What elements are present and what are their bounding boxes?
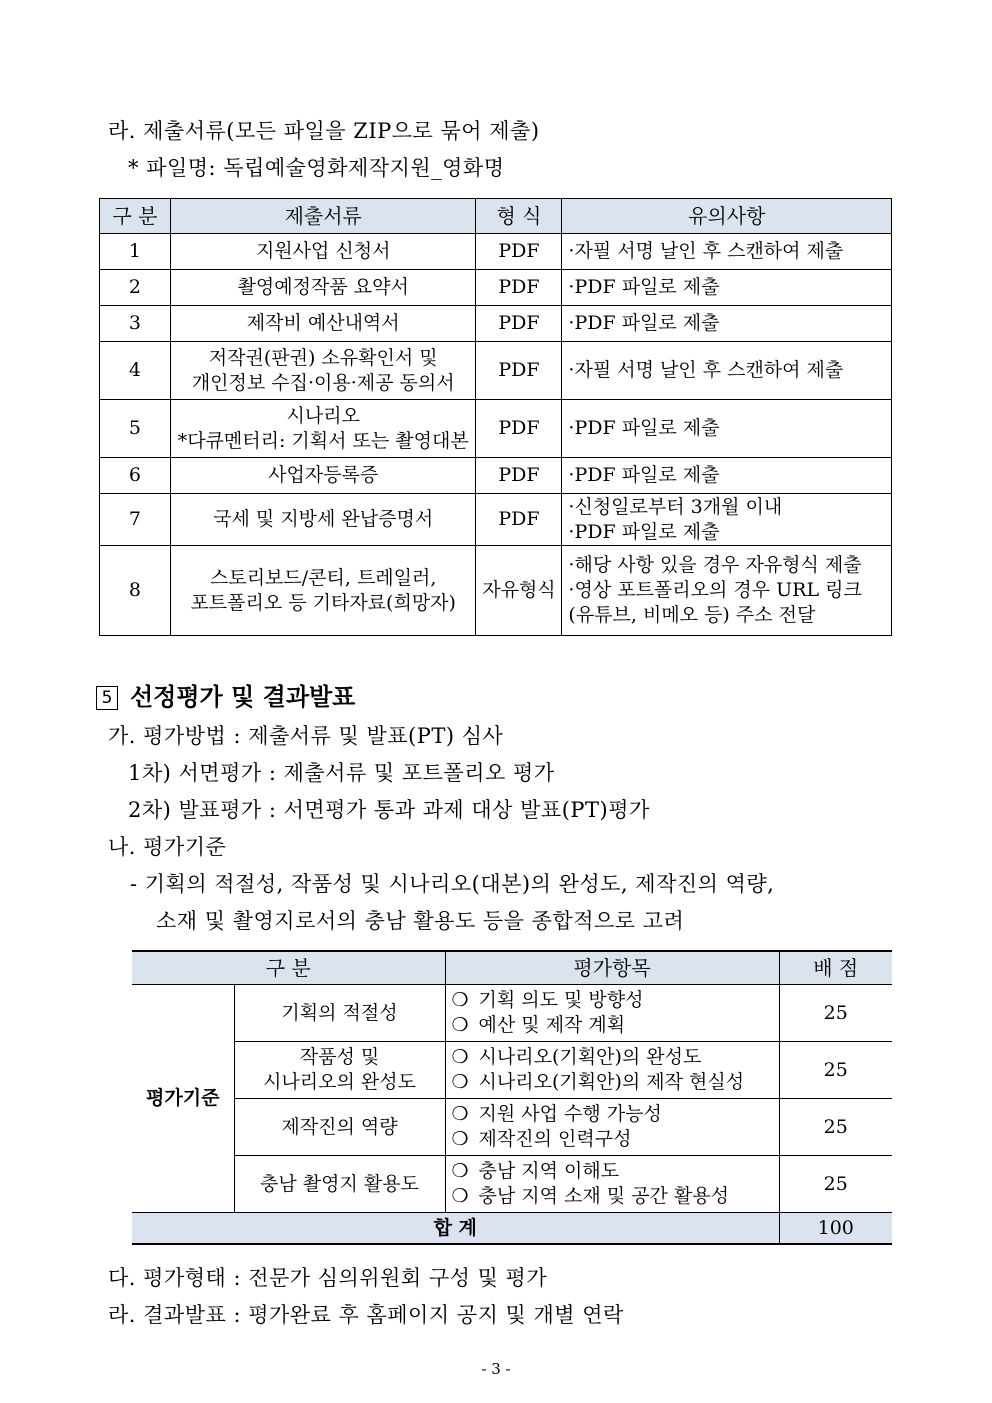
document-format: PDF bbox=[476, 234, 562, 270]
eval-criterion-line: 기획의 적절성 bbox=[281, 1001, 398, 1024]
eval-item bbox=[452, 1070, 775, 1095]
circle-bullet-icon: ❍ bbox=[451, 1128, 469, 1150]
page-number: - 3 - bbox=[481, 1360, 511, 1378]
eval-item bbox=[452, 1127, 775, 1152]
eval-item bbox=[452, 1102, 775, 1127]
row-number: 6 bbox=[100, 458, 171, 494]
document-note-line: ·PDF 파일로 제출 bbox=[568, 520, 720, 543]
eval-criterion-line: 작품성 및 bbox=[299, 1046, 380, 1068]
eval-format: 다. 평가형태 : 전문가 심의위원회 구성 및 평가 bbox=[108, 1266, 548, 1290]
table-row bbox=[100, 270, 892, 306]
document-format: PDF bbox=[476, 400, 562, 458]
row-number: 8 bbox=[100, 546, 171, 636]
col-header-notes: 유의사항 bbox=[562, 199, 892, 234]
eval-item-text: 충남 지역 소재 및 공간 활용성 bbox=[478, 1185, 729, 1207]
document-note-line: ·자필 서명 날인 후 스캔하여 제출 bbox=[568, 359, 844, 381]
eval-criterion-line: 충남 촬영지 활용도 bbox=[260, 1172, 419, 1195]
document-name-line: 스토리보드/콘티, 트레일러, bbox=[209, 566, 437, 589]
eval-criterion-line: 시나리오의 완성도 bbox=[263, 1071, 416, 1093]
eval-score: 25 bbox=[779, 1099, 892, 1156]
eval-items bbox=[445, 1099, 779, 1156]
section-title-text: 선정평가 및 결과발표 bbox=[130, 683, 356, 711]
document-name-line: 개인정보 수집·이용·제공 동의서 bbox=[191, 371, 455, 394]
eval-items bbox=[445, 985, 779, 1042]
document-note bbox=[562, 546, 892, 636]
eval-score: 25 bbox=[779, 985, 892, 1042]
eval-criteria-heading: 나. 평가기준 bbox=[108, 835, 227, 859]
section-5-title bbox=[96, 677, 355, 712]
document-note bbox=[562, 306, 892, 342]
document-note-line: ·신청일로부터 3개월 이내 bbox=[568, 495, 783, 518]
evaluation-table bbox=[132, 950, 892, 1245]
document-note-line: ·PDF 파일로 제출 bbox=[568, 312, 720, 334]
eval-item-text: 기획 의도 및 방향성 bbox=[478, 989, 644, 1011]
circle-bullet-icon: ❍ bbox=[451, 1046, 469, 1068]
document-note-line: ·PDF 파일로 제출 bbox=[568, 417, 720, 439]
document-name-line: 지원사업 신청서 bbox=[255, 240, 391, 262]
document-note-line: ·영상 포트폴리오의 경우 URL 링크 bbox=[568, 579, 862, 601]
eval-criterion bbox=[234, 1099, 445, 1156]
eval-criterion bbox=[234, 985, 445, 1042]
table-row bbox=[132, 1156, 892, 1213]
eval-stage-1: 1차) 서면평가 : 제출서류 및 포트폴리오 평가 bbox=[128, 761, 555, 785]
eval-items bbox=[445, 1156, 779, 1213]
total-score: 100 bbox=[779, 1213, 892, 1245]
eval-item bbox=[452, 988, 775, 1013]
document-note bbox=[562, 494, 892, 546]
eval-item bbox=[452, 1159, 775, 1184]
row-number: 7 bbox=[100, 494, 171, 546]
eval-header-items: 평가항목 bbox=[445, 951, 779, 985]
table-row bbox=[100, 400, 892, 458]
eval-item bbox=[452, 1184, 775, 1209]
document-name-line: 사업자등록증 bbox=[268, 464, 379, 486]
row-number: 3 bbox=[100, 306, 171, 342]
document-name bbox=[170, 400, 476, 458]
document-name-line: 제작비 예산내역서 bbox=[246, 312, 400, 334]
document-format: PDF bbox=[476, 494, 562, 546]
eval-items bbox=[445, 1042, 779, 1099]
eval-criterion bbox=[234, 1156, 445, 1213]
table-row bbox=[132, 1042, 892, 1099]
eval-score: 25 bbox=[779, 1042, 892, 1099]
eval-item-text: 예산 및 제작 계획 bbox=[478, 1014, 626, 1036]
document-note bbox=[562, 270, 892, 306]
document-name bbox=[170, 458, 476, 494]
document-name bbox=[170, 342, 476, 400]
document-format: PDF bbox=[476, 458, 562, 494]
eval-stage-2: 2차) 발표평가 : 서면평가 통과 과제 대상 발표(PT)평가 bbox=[128, 798, 650, 822]
document-format: PDF bbox=[476, 342, 562, 400]
table-row bbox=[100, 458, 892, 494]
row-number: 2 bbox=[100, 270, 171, 306]
table-row bbox=[100, 494, 892, 546]
row-number: 1 bbox=[100, 234, 171, 270]
result-announcement: 라. 결과발표 : 평가완료 후 홈페이지 공지 및 개별 연락 bbox=[108, 1303, 624, 1327]
eval-item-text: 제작진의 인력구성 bbox=[478, 1128, 632, 1150]
document-name-line: 국세 및 지방세 완납증명서 bbox=[213, 508, 434, 530]
document-name bbox=[170, 234, 476, 270]
eval-criterion bbox=[234, 1042, 445, 1099]
document-name bbox=[170, 494, 476, 546]
section-number: 5 bbox=[96, 686, 118, 710]
eval-item-text: 시나리오(기획안)의 완성도 bbox=[478, 1046, 702, 1068]
document-note bbox=[562, 458, 892, 494]
document-format: 자유형식 bbox=[476, 546, 562, 636]
eval-score: 25 bbox=[779, 1156, 892, 1213]
document-note bbox=[562, 342, 892, 400]
eval-group-label: 평가기준 bbox=[132, 985, 234, 1213]
col-header-category: 구 분 bbox=[100, 199, 171, 234]
document-note bbox=[562, 400, 892, 458]
circle-bullet-icon: ❍ bbox=[451, 1014, 469, 1036]
table-row bbox=[132, 985, 892, 1042]
submission-table bbox=[99, 198, 892, 636]
document-format: PDF bbox=[476, 306, 562, 342]
document-name-line: 시나리오 bbox=[286, 404, 360, 427]
document-note bbox=[562, 234, 892, 270]
eval-method: 가. 평가방법 : 제출서류 및 발표(PT) 심사 bbox=[108, 724, 504, 748]
submission-heading: 라. 제출서류(모든 파일을 ZIP으로 묶어 제출) bbox=[108, 119, 540, 143]
circle-bullet-icon: ❍ bbox=[451, 989, 469, 1011]
eval-criteria-desc-1: - 기획의 적절성, 작품성 및 시나리오(대본)의 완성도, 제작진의 역량, bbox=[130, 872, 775, 896]
document-name-line: 촬영예정작품 요약서 bbox=[237, 276, 409, 298]
document-note-line: ·PDF 파일로 제출 bbox=[568, 276, 720, 298]
document-name bbox=[170, 546, 476, 636]
eval-item bbox=[452, 1045, 775, 1070]
circle-bullet-icon: ❍ bbox=[451, 1185, 469, 1207]
table-row bbox=[100, 546, 892, 636]
eval-item bbox=[452, 1013, 775, 1038]
circle-bullet-icon: ❍ bbox=[451, 1103, 469, 1125]
eval-criterion-line: 제작진의 역량 bbox=[281, 1115, 398, 1138]
document-name bbox=[170, 270, 476, 306]
total-label: 합 계 bbox=[132, 1213, 779, 1245]
table-row bbox=[100, 306, 892, 342]
circle-bullet-icon: ❍ bbox=[451, 1071, 469, 1093]
table-row bbox=[132, 1099, 892, 1156]
circle-bullet-icon: ❍ bbox=[451, 1160, 469, 1182]
document-note-line: (유튜브, 비메오 등) 주소 전달 bbox=[568, 604, 816, 626]
eval-header-category: 구 분 bbox=[132, 951, 445, 985]
eval-item-text: 충남 지역 이해도 bbox=[478, 1160, 620, 1182]
document-format: PDF bbox=[476, 270, 562, 306]
col-header-format: 형 식 bbox=[476, 199, 562, 234]
document-name bbox=[170, 306, 476, 342]
filename-note: * 파일명: 독립예술영화제작지원_영화명 bbox=[128, 156, 505, 180]
eval-header-score: 배 점 bbox=[779, 951, 892, 985]
eval-criteria-desc-2: 소재 및 촬영지로서의 충남 활용도 등을 종합적으로 고려 bbox=[156, 909, 685, 933]
total-row bbox=[132, 1213, 892, 1245]
eval-item-text: 시나리오(기획안)의 제작 현실성 bbox=[478, 1071, 745, 1093]
eval-item-text: 지원 사업 수행 가능성 bbox=[478, 1103, 662, 1125]
document-note-line: ·해당 사항 있을 경우 자유형식 제출 bbox=[568, 554, 862, 576]
document-note-line: ·PDF 파일로 제출 bbox=[568, 464, 720, 486]
table-row bbox=[100, 234, 892, 270]
row-number: 5 bbox=[100, 400, 171, 458]
document-name-line: 포트폴리오 등 기타자료(희망자) bbox=[190, 591, 456, 614]
row-number: 4 bbox=[100, 342, 171, 400]
table-row bbox=[100, 342, 892, 400]
document-note-line: ·자필 서명 날인 후 스캔하여 제출 bbox=[568, 240, 844, 262]
col-header-document: 제출서류 bbox=[170, 199, 476, 234]
document-name-line: 저작권(판권) 소유확인서 및 bbox=[208, 346, 438, 369]
document-name-line: *다큐멘터리: 기획서 또는 촬영대본 bbox=[177, 429, 469, 452]
